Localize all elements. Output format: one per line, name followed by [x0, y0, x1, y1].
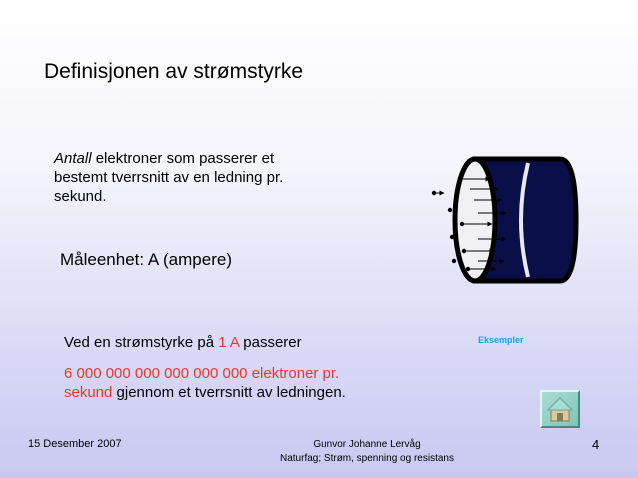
footer-author: Gunvor Johanne Lervåg	[313, 439, 421, 450]
example-rest: gjennom et tverrsnitt av ledningen.	[112, 384, 346, 401]
footer-subtitle: Naturfag; Strøm, spenning og resistans	[280, 453, 454, 464]
example-line	[64, 334, 302, 351]
example-prefix: Ved en strømstyrke på	[64, 334, 219, 351]
footer-author-block	[272, 438, 462, 466]
slide-title: Definisjonen av strømstyrke	[44, 60, 304, 83]
home-icon	[542, 392, 578, 426]
home-button[interactable]	[540, 390, 580, 428]
definition-emphasis: Antall	[54, 150, 92, 167]
wire-cross-section-illustration	[430, 155, 580, 285]
footer-date: 15 Desember 2007	[28, 438, 122, 450]
example-suffix: passerer	[239, 334, 302, 351]
example-count: 6 000 000 000 000 000 000 elektroner pr. sekund	[64, 365, 340, 401]
definition-text	[54, 149, 324, 206]
unit-text: Måleenhet: A (ampere)	[60, 250, 232, 269]
example-value: 1 A	[218, 334, 240, 351]
example-count-line	[64, 364, 384, 402]
definition-rest: elektroner som passerer et bestemt tverrsnitt av en ledning pr. sekund.	[54, 150, 284, 205]
page-number: 4	[592, 437, 600, 452]
examples-link[interactable]: Eksempler	[478, 335, 524, 345]
